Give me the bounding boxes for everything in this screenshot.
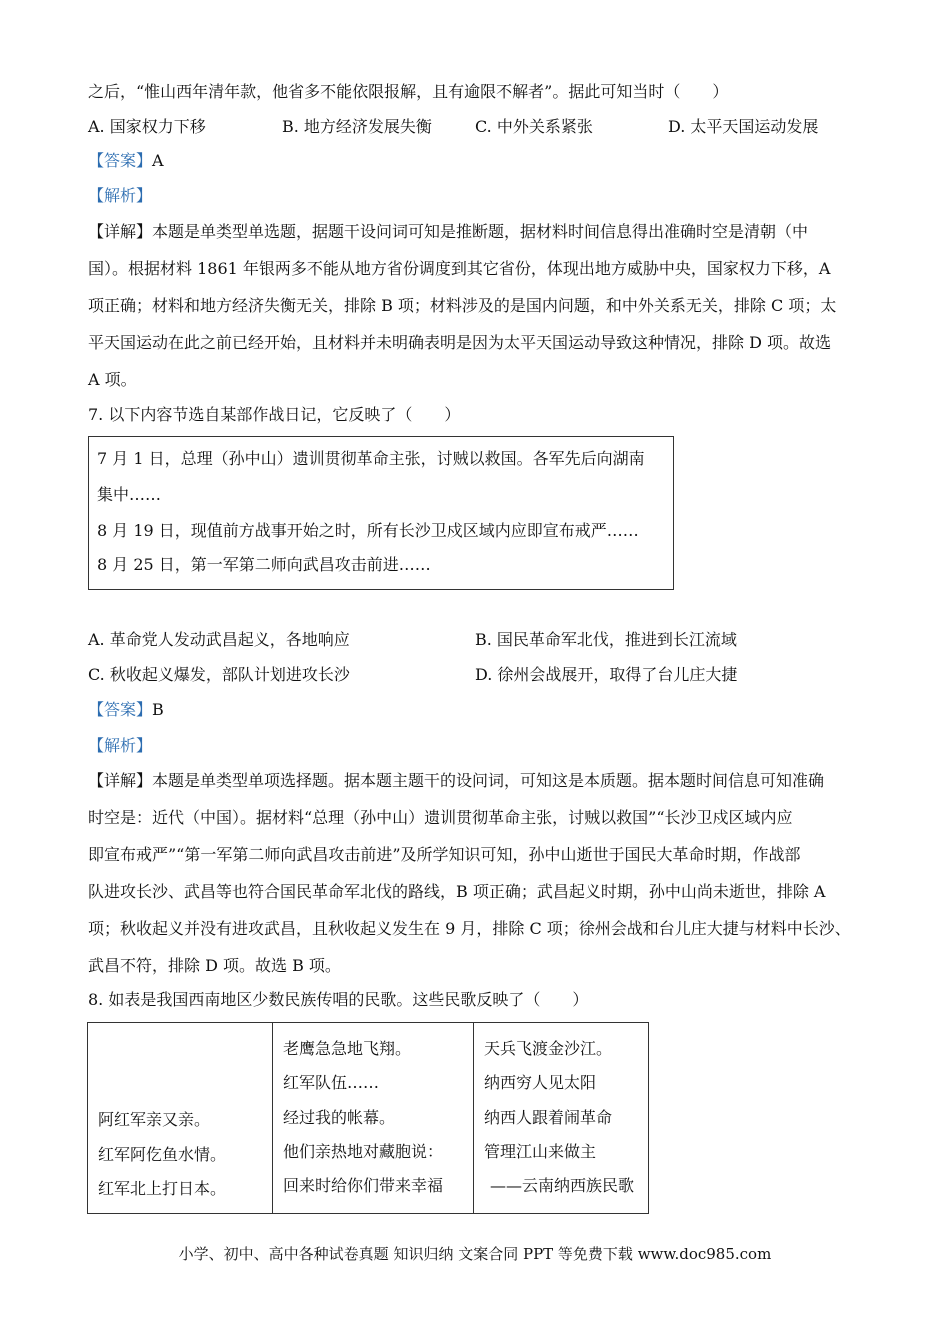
song2-line-4: 他们亲热地对藏胞说： (283, 1142, 444, 1161)
q6-answer (88, 151, 164, 171)
q7-material-box (88, 436, 674, 590)
q6-option-c: C. 中外关系紧张 (475, 117, 593, 136)
material-line-3: 8 月 19 日，现值前方战事开始之时，所有长沙卫戍区域内应即宣布戒严…… (97, 521, 639, 540)
song3-source: ——云南纳西族民歌 (490, 1176, 635, 1195)
answer-tag: 【答案】 (88, 700, 153, 719)
q7-detail-line-2: 时空是：近代（中国）。据材料“总理（孙中山）遗训贯彻革命主张，讨贼以救国”“长沙卫戍区域内应 (88, 808, 793, 827)
q7-detail-line-3: 即宣布戒严”“第一军第二师向武昌攻击前进”及所学知识可知，孙中山逝世于国民大革命时期，作战部 (88, 845, 801, 864)
song2-line-1: 老鹰急急地飞翔。 (283, 1039, 412, 1058)
song3-line-3: 纳西人跟着闹革命 (484, 1108, 613, 1127)
detail-text: 本题是单类型单选题，据题干设问词可知是推断题，据材料时间信息得出准确时空是清朝（中 (152, 222, 809, 241)
q6-detail-line-1 (88, 222, 808, 242)
q7-detail-line-5: 项；秋收起义并没有进攻武昌，且秋收起义发生在 9 月，排除 C 项；徐州会战和台儿庄大捷与材料中长沙、 (88, 919, 851, 938)
q8-stem: 8. 如表是我国西南地区少数民族传唱的民歌。这些民歌反映了（ ） (88, 990, 589, 1009)
cell-content (98, 1023, 262, 1213)
q8-song-table (87, 1022, 649, 1214)
q7-analysis-tag: 【解析】 (88, 736, 153, 755)
q6-detail-line-2: 国）。根据材料 1861 年银两多不能从地方省份调度到其它省份，体现出地方威胁中央，国家权力下移，A (88, 259, 831, 278)
q7-detail-line-4: 队进攻长沙、武昌等也符合国民革命军北伐的路线，B 项正确；武昌起义时期，孙中山尚未逝世，排除 A (88, 882, 826, 901)
q7-detail-line-1 (88, 771, 824, 791)
q6-stem-tail: 之后，“惟山西年清年款，他省多不能依限报解，且有逾限不解者”。据此可知当时（ ） (88, 82, 729, 101)
cell-content (484, 1023, 638, 1213)
song-cell-1 (88, 1023, 273, 1214)
q6-detail-line-4: 平天国运动在此之前已经开始，且材料并未明确表明是因为太平天国运动导致这种情况，排除 D 项。故选 (88, 333, 832, 352)
material-line-2: 集中…… (97, 485, 162, 504)
q6-option-b: B. 地方经济发展失衡 (282, 117, 432, 136)
q7-stem: 7. 以下内容节选自某部作战日记，它反映了（ ） (88, 405, 461, 424)
detail-tag: 【详解】 (88, 222, 153, 241)
q6-analysis-tag: 【解析】 (88, 186, 153, 205)
material-line-1: 7 月 1 日，总理（孙中山）遗训贯彻革命主张，讨贼以救国。各军先后向湖南 (97, 449, 645, 468)
song1-line-3: 红军北上打日本。 (98, 1179, 227, 1198)
song-cell-2 (273, 1023, 474, 1214)
answer-value: A (152, 151, 164, 170)
detail-tag: 【详解】 (88, 771, 153, 790)
q7-detail-line-6: 武昌不符，排除 D 项。故选 B 项。 (88, 956, 341, 975)
q7-option-b: B. 国民革命军北伐，推进到长江流域 (475, 630, 737, 649)
page-footer: 小学、初中、高中各种试卷真题 知识归纳 文案合同 PPT 等免费下载 www.doc985.com (178, 1245, 772, 1263)
answer-tag: 【答案】 (88, 151, 153, 170)
table-row (88, 1023, 649, 1214)
song3-line-2: 纳西穷人见太阳 (484, 1073, 597, 1092)
material-line-4: 8 月 25 日，第一军第二师向武昌攻击前进…… (97, 555, 431, 574)
song1-line-1: 阿红军亲又亲。 (98, 1110, 211, 1129)
q7-option-a: A. 革命党人发动武昌起义，各地响应 (88, 630, 350, 649)
cell-content (283, 1023, 463, 1213)
answer-value: B (152, 700, 164, 719)
detail-text: 本题是单类型单项选择题。据本题主题干的设问词，可知这是本质题。据本题时间信息可知准确 (152, 771, 825, 790)
song2-line-5: 回来时给你们带来幸福 (283, 1176, 444, 1195)
q6-detail-line-3: 项正确；材料和地方经济失衡无关，排除 B 项；材料涉及的是国内问题，和中外关系无关，排除 C 项；太 (88, 296, 837, 315)
q7-answer (88, 700, 164, 720)
q6-option-d: D. 太平天国运动发展 (668, 117, 819, 136)
song1-line-2: 红军阿仡鱼水情。 (98, 1145, 227, 1164)
q7-option-d: D. 徐州会战展开，取得了台儿庄大捷 (475, 665, 738, 684)
song2-line-2: 红军队伍…… (283, 1073, 380, 1092)
q6-option-a: A. 国家权力下移 (88, 117, 206, 136)
song2-line-3: 经过我的帐幕。 (283, 1108, 396, 1127)
song-cell-3 (474, 1023, 649, 1214)
q7-option-c: C. 秋收起义爆发，部队计划进攻长沙 (88, 665, 350, 684)
q6-detail-line-5: A 项。 (88, 370, 137, 389)
song3-line-4: 管理江山来做主 (484, 1142, 597, 1161)
song3-line-1: 天兵飞渡金沙江。 (484, 1039, 613, 1058)
